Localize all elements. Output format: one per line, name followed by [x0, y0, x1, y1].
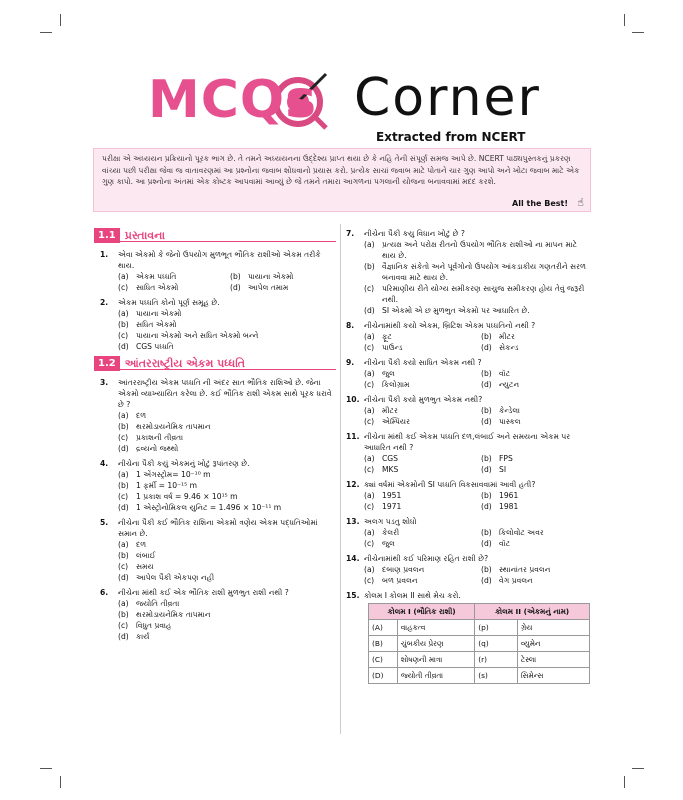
option-text: 1 એસ્ટ્રોનોમિકલ યુનિટ = 1.496 × 10⁻¹¹ m: [136, 503, 282, 512]
question-text: અલગ પડતુ શોધો: [364, 517, 417, 526]
table-cell: (p): [475, 620, 518, 636]
question-13: [346, 516, 592, 549]
option-text: સધિત એકમો: [136, 320, 177, 329]
option-text: પ્રત્યક્ષ અને પરોક્ષ રીતનો ઉપયોગ ભૌતિક રાશીઓ ના માપન માટે થાય છે.: [382, 240, 578, 260]
option-text: 1 ફર્મી = 10⁻¹⁵ m: [136, 481, 197, 490]
question-text: નીચેના પૈકી કઈ ભૌતિક રાશિના એકમો ત્રણેય એકમ પદ્ધતિઓમાં સમાન છે.: [118, 518, 318, 538]
option-text: કાર્ય: [136, 632, 150, 641]
option-text: જુલ: [382, 539, 395, 548]
left-column: [100, 228, 336, 646]
option-letter: (d): [118, 342, 129, 351]
option-letter: (a): [118, 599, 129, 608]
option-text: જયોતિ તીવ્રતા: [136, 599, 180, 608]
option: [118, 561, 336, 572]
options: [346, 564, 592, 586]
option-letter: (a): [118, 272, 129, 281]
table-cell: (q): [475, 636, 518, 652]
option: [230, 282, 336, 293]
option-letter: (c): [118, 283, 129, 292]
options: [346, 368, 592, 390]
option: [364, 368, 475, 379]
option: [364, 342, 475, 353]
option-text: પાસ્કલ: [499, 417, 521, 426]
option-text: પ્રકાશની તીવ્રતા: [136, 433, 184, 442]
option-letter: (b): [481, 565, 492, 574]
option: [481, 405, 592, 416]
table-row: [369, 652, 590, 668]
option: [481, 331, 592, 342]
column-divider: [340, 224, 341, 734]
option-letter: (b): [118, 481, 129, 490]
option: [118, 410, 336, 421]
option-letter: (c): [364, 380, 375, 389]
section-title: આંતરરાષ્ટ્રીય એકમ પધ્ધતિ: [120, 358, 336, 370]
option: [364, 239, 592, 261]
options: [346, 239, 592, 316]
question-text: નીચેના માંથી કઈ એક ભૌતિક રાશી મુળભુત રાશી નથી ?: [118, 588, 289, 597]
question-11: [346, 431, 592, 475]
option: [118, 572, 336, 583]
option-letter: (c): [364, 284, 375, 293]
option-letter: (b): [118, 422, 129, 431]
option-letter: (c): [364, 343, 375, 352]
question-number: 1.: [100, 250, 109, 259]
option-text: FPS: [499, 454, 513, 463]
question-number: 10.: [346, 395, 360, 404]
crop-mark: [624, 776, 625, 788]
option-letter: (c): [364, 502, 375, 511]
intro-box: [93, 148, 591, 212]
table-cell: જ્યોતી તીવ્રતા: [397, 668, 474, 684]
options: [100, 308, 336, 352]
option: [481, 379, 592, 390]
option-letter: (c): [118, 562, 129, 571]
option-letter: (c): [364, 417, 375, 426]
section-heading: [94, 228, 336, 243]
question-number: 7.: [346, 229, 355, 238]
table-cell: સિમેન્સ: [517, 668, 589, 684]
option: [364, 575, 475, 586]
option: [118, 502, 336, 513]
question-text: નીચેના પૈકી કયુ વિધાન ખોટું છે ?: [364, 229, 465, 238]
option-letter: (c): [118, 492, 129, 501]
table-cell: શોષણની માત્રા: [397, 652, 474, 668]
option-text: મીટર: [382, 406, 398, 415]
option: [118, 308, 336, 319]
option-letter: (a): [364, 332, 375, 341]
option-text: જુલ: [382, 369, 395, 378]
option-letter: (b): [364, 262, 375, 271]
crop-mark: [632, 768, 644, 769]
question-number: 14.: [346, 554, 360, 563]
option-letter: (d): [481, 417, 492, 426]
option-letter: (c): [364, 465, 375, 474]
option-letter: (a): [118, 470, 129, 479]
option-letter: (c): [118, 331, 129, 340]
option-letter: (d): [364, 306, 375, 315]
option: [364, 305, 592, 316]
option-letter: (a): [364, 406, 375, 415]
table-cell: (C): [369, 652, 398, 668]
question-number: 5.: [100, 518, 109, 527]
option: [364, 331, 475, 342]
question-number: 6.: [100, 588, 109, 597]
crop-mark: [632, 32, 644, 33]
options: [346, 490, 592, 512]
question-number: 2.: [100, 298, 109, 307]
question-number: 9.: [346, 358, 355, 367]
option: [481, 501, 592, 512]
option: [364, 490, 475, 501]
option-letter: (b): [118, 320, 129, 329]
question-15: [346, 590, 592, 684]
option-letter: (d): [481, 465, 492, 474]
option: [118, 480, 336, 491]
option-letter: (d): [481, 539, 492, 548]
question-6: [100, 587, 336, 642]
option: [364, 527, 475, 538]
option-text: 1961: [499, 491, 519, 500]
option-letter: (b): [118, 610, 129, 619]
option-text: લંબાઈ: [136, 551, 156, 560]
option-letter: (b): [481, 406, 492, 415]
table-cell: (r): [475, 652, 518, 668]
option-letter: (a): [118, 309, 129, 318]
option: [364, 261, 592, 283]
question-10: [346, 394, 592, 427]
question-text: નીચેના પૈકી કયું એકમનું ખોટું રૂપાંતરણ છે.: [118, 459, 250, 468]
question-text: નીચેના માંથી કઈ એકમ પધ્ધતિ દળ,લંબાઈ અને સમયના એકમ પર આધારિત નથી ?: [364, 432, 571, 452]
question-number: 4.: [100, 459, 109, 468]
option: [118, 319, 336, 330]
option-letter: (a): [118, 540, 129, 549]
option-text: વૈજ્ઞાનિક સંકેતો અને પૂર્વગોનો ઉપયોગ આંકડાકીય ગણતરીને સરળ બનાવવા માટે થાય છે.: [382, 262, 587, 282]
option-letter: (c): [118, 621, 129, 630]
option-text: આપેલ તમામ: [248, 283, 289, 292]
option-text: CGS: [382, 454, 399, 463]
option-letter: (d): [481, 502, 492, 511]
options: [100, 271, 336, 293]
question-number: 3.: [100, 378, 109, 387]
option-letter: (b): [481, 491, 492, 500]
option-letter: (a): [364, 528, 375, 537]
option-letter: (a): [364, 454, 375, 463]
right-column: [346, 228, 592, 688]
question-text: નીચેનામાંથી કઈ પરિમાણ રહિત રાશી છે?: [364, 554, 489, 563]
question-text: નીચેના પૈકી કયો મુળભુત એકમ નથી?: [364, 395, 483, 404]
option: [118, 620, 336, 631]
option: [364, 564, 475, 575]
option-letter: (a): [118, 411, 129, 420]
option: [481, 564, 592, 575]
question-3: [100, 377, 336, 454]
option: [230, 271, 336, 282]
option: [118, 491, 336, 502]
question-1: [100, 249, 336, 293]
logo-corner: Corner: [354, 68, 541, 128]
option-text: SI: [499, 465, 507, 474]
option-text: ફૂટ: [382, 332, 392, 341]
section-number: 1.2: [94, 356, 120, 371]
question-5: [100, 517, 336, 583]
option-letter: (b): [230, 272, 241, 281]
option-text: દળ: [136, 540, 147, 549]
option: [118, 469, 336, 480]
option-letter: (b): [481, 454, 492, 463]
option-text: વૉટ: [499, 539, 511, 548]
all-the-best: All the Best!: [512, 199, 568, 208]
option-text: MKS: [382, 465, 399, 474]
option-text: મીટર: [499, 332, 515, 341]
thumbs-up-icon: ☝: [577, 196, 584, 209]
table-cell: વાહકત્વ: [397, 620, 474, 636]
option: [364, 405, 475, 416]
logo-subtitle: Extracted from NCERT: [376, 130, 526, 144]
option: [481, 538, 592, 549]
option-text: પાયાના એકમો અને સધિત એકમો બન્ને: [136, 331, 259, 340]
option: [364, 416, 475, 427]
option-letter: (b): [481, 528, 492, 537]
options: [100, 539, 336, 583]
crop-mark: [60, 14, 61, 26]
question-text: એકમ પધ્ધતિ કોનો પૂર્ણ સમૂહ છે.: [118, 298, 220, 307]
option: [118, 609, 336, 620]
option-text: સેકન્ડ: [499, 343, 519, 352]
options: [346, 331, 592, 353]
table-cell: વ્યુમેન: [517, 636, 589, 652]
table-row: [369, 636, 590, 652]
option-letter: (c): [364, 539, 375, 548]
option-text: વેગ પ્રવલન: [499, 576, 533, 585]
crop-mark: [624, 14, 625, 26]
option: [118, 330, 336, 341]
option: [364, 501, 475, 512]
option: [481, 490, 592, 501]
option: [118, 631, 336, 642]
option: [364, 538, 475, 549]
question-text: નીચેનામાંથી કયો એકમ, બ્રિટિશ એકમ પધ્ધતિનો નથી ?: [364, 321, 536, 330]
option-letter: (d): [118, 444, 129, 453]
option-text: દ્રવ્યનો જથ્થો: [136, 444, 179, 453]
option-text: એકમ પધ્ધતિ: [136, 272, 177, 281]
table-cell: (A): [369, 620, 398, 636]
question-text: ક્યાં વર્ષમાં એકમોની SI પધ્ધતિ વિકસાવવામાં આવી હતી?: [364, 480, 536, 489]
option-letter: (a): [364, 565, 375, 574]
section-number: 1.1: [94, 228, 120, 243]
option-letter: (c): [364, 576, 375, 585]
options: [346, 527, 592, 549]
table-row: [369, 668, 590, 684]
option-text: 1951: [382, 491, 402, 500]
option-text: એમ્પિયર: [382, 417, 411, 426]
options: [346, 405, 592, 427]
question-text: એવા એકમો કે જેનો ઉપયોગ મુળભૂત ભૌતિક રાશીઓ એકમ તરીકે થાય.: [118, 250, 321, 270]
options: [100, 598, 336, 642]
option: [481, 527, 592, 538]
options: [346, 453, 592, 475]
question-2: [100, 297, 336, 352]
option: [364, 453, 475, 464]
question-text: આંતરરાષ્ટ્રીય એકમ પધ્ધતિ ની અંદર સાત ભૌતિક રાશિઓ છે. જેના એકમો વ્યાખ્યાયિત કરેલા છે. કઈ ભૌતિક રાશી એકમ સાથે પૂરક ધરાવે છે ?: [118, 378, 332, 409]
option-text: પાઉન્ડ: [382, 343, 403, 352]
option-text: થરમોડાયનેમિક તાપમાન: [136, 422, 211, 431]
option-text: વિધુત પ્રવાહ: [136, 621, 172, 630]
question-text: કોલમ I કોલમ II સાથે મેચ કરો.: [364, 591, 461, 600]
table-cell: (D): [369, 668, 398, 684]
option: [481, 464, 592, 475]
option-letter: (b): [481, 369, 492, 378]
option: [118, 282, 224, 293]
intro-text: પરીક્ષા એ અધ્યયન પ્રક્રિયાનો પૂરક ભાગ છે. તે તમને અધ્યયનના ઉદ્દેશ્ય પ્રાપ્ત થયા છે કે નહિ તેની સંપૂર્ણ સમજ આપે છે. NCERT પાઠ્યપુસ્તકનું પ્રકરણ વાંચ્યા પછી પરીક્ષા જેવા જ વાતાવરણમાં આ પ્રશ્નોના જવાબ શોધવાનો પ્રયાસ કરો. પ્રત્યેક સાચાં જવાબ માટે પોતાને ચાર ગુણ આપો અને ખોટા જવાબ માટે એક ગુણ કાપો. આ પ્રશ્નોના અંતમાં એક કોષ્ટક આપવામાં આવ્યું છે જે તમને તમારા આગળના પગલાની યોજના બનાવવામાં મદદ કરશે.: [102, 154, 580, 186]
table-cell: ચુંબકીય પ્રેરણ: [397, 636, 474, 652]
question-number: 11.: [346, 432, 360, 441]
option-letter: (b): [481, 332, 492, 341]
column-2-header: કોલમ II (એકમનું નામ): [475, 604, 590, 620]
logo: [148, 62, 541, 144]
option-text: CGS પધ્ધતિ: [136, 342, 174, 351]
option-letter: (a): [364, 491, 375, 500]
question-number: 13.: [346, 517, 360, 526]
table-cell: (B): [369, 636, 398, 652]
option: [118, 432, 336, 443]
question-number: 12.: [346, 480, 360, 489]
option: [118, 341, 336, 352]
table-header: [369, 604, 590, 620]
logo-mcqs: MCQs: [148, 70, 318, 130]
section-title: પ્રસ્તાવના: [120, 230, 336, 242]
option-text: સ્થાનાંતર પ્રવલન: [499, 565, 551, 574]
option-letter: (d): [118, 632, 129, 641]
crop-mark: [40, 768, 52, 769]
question-7: [346, 228, 592, 316]
option: [481, 342, 592, 353]
option-text: આપેલ પૈકી એકપણ નહી: [136, 573, 215, 582]
question-text: નીચેના પૈકી કયો સાધિત એકમ નથી ?: [364, 358, 482, 367]
option-text: પાયાના એકમો: [248, 272, 294, 281]
option-text: કેલરી: [382, 528, 400, 537]
options: [100, 469, 336, 513]
option-text: પાયાના એકમો: [136, 309, 182, 318]
option-letter: (d): [481, 380, 492, 389]
option: [364, 283, 592, 305]
section-heading: [94, 356, 336, 371]
table-row: [369, 620, 590, 636]
option-letter: (d): [230, 283, 241, 292]
option-text: SI એકમો એ છ મુળભુત એકમો પર આધારિત છે.: [382, 306, 530, 315]
option: [118, 539, 336, 550]
option-text: 1 પ્રકાશ વર્ષ = 9.46 × 10¹⁵ m: [136, 492, 238, 501]
table-cell: ગ્રેય: [517, 620, 589, 636]
question-14: [346, 553, 592, 586]
option-text: 1 એંગસ્ટ્રોમ= 10⁻¹⁰ m: [136, 470, 211, 479]
question-4: [100, 458, 336, 513]
option-text: કિલોવોટ અવર: [499, 528, 544, 537]
option: [118, 421, 336, 432]
option-text: દબાણ પ્રવલન: [382, 565, 425, 574]
option-text: કિલોગ્રામ: [382, 380, 410, 389]
option-text: કેન્ડેલા: [499, 406, 520, 415]
crop-mark: [60, 776, 61, 788]
option-text: બળ પ્રવલન: [382, 576, 418, 585]
option-letter: (a): [364, 240, 375, 249]
option-text: સાધિત એકમો: [136, 283, 179, 292]
question-12: [346, 479, 592, 512]
option: [118, 443, 336, 454]
option-text: ન્યુટન: [499, 380, 520, 389]
option: [364, 464, 475, 475]
option-letter: (d): [118, 573, 129, 582]
option-text: થરમોડાયનેમિક તાપમાન: [136, 610, 211, 619]
table-cell: (s): [475, 668, 518, 684]
options: [100, 410, 336, 454]
option-letter: (d): [481, 576, 492, 585]
option: [364, 379, 475, 390]
option-letter: (b): [118, 551, 129, 560]
option: [481, 368, 592, 379]
option-text: દળ: [136, 411, 147, 420]
option-letter: (c): [118, 433, 129, 442]
match-table: [368, 603, 590, 684]
option-text: 1971: [382, 502, 402, 511]
option: [118, 271, 224, 282]
column-1-header: કોલમ I (ભૌતિક રાશી): [369, 604, 475, 620]
option-letter: (a): [364, 369, 375, 378]
option: [481, 575, 592, 586]
option-text: પરિમાણીય રીતે યોગ્ય સમીકરણ સાચુજ સમીકરણ હોય તેવું જરૂરી નથી.: [382, 284, 585, 304]
option-text: 1981: [499, 502, 519, 511]
question-number: 8.: [346, 321, 355, 330]
option: [118, 598, 336, 609]
option-letter: (d): [118, 503, 129, 512]
option-text: સમય: [136, 562, 154, 571]
crop-mark: [40, 32, 52, 33]
option: [481, 453, 592, 464]
table-cell: ટેસ્લા: [517, 652, 589, 668]
option-letter: (d): [481, 343, 492, 352]
option-text: વૉટ: [499, 369, 511, 378]
question-8: [346, 320, 592, 353]
option: [481, 416, 592, 427]
question-9: [346, 357, 592, 390]
option: [118, 550, 336, 561]
question-number: 15.: [346, 591, 360, 600]
